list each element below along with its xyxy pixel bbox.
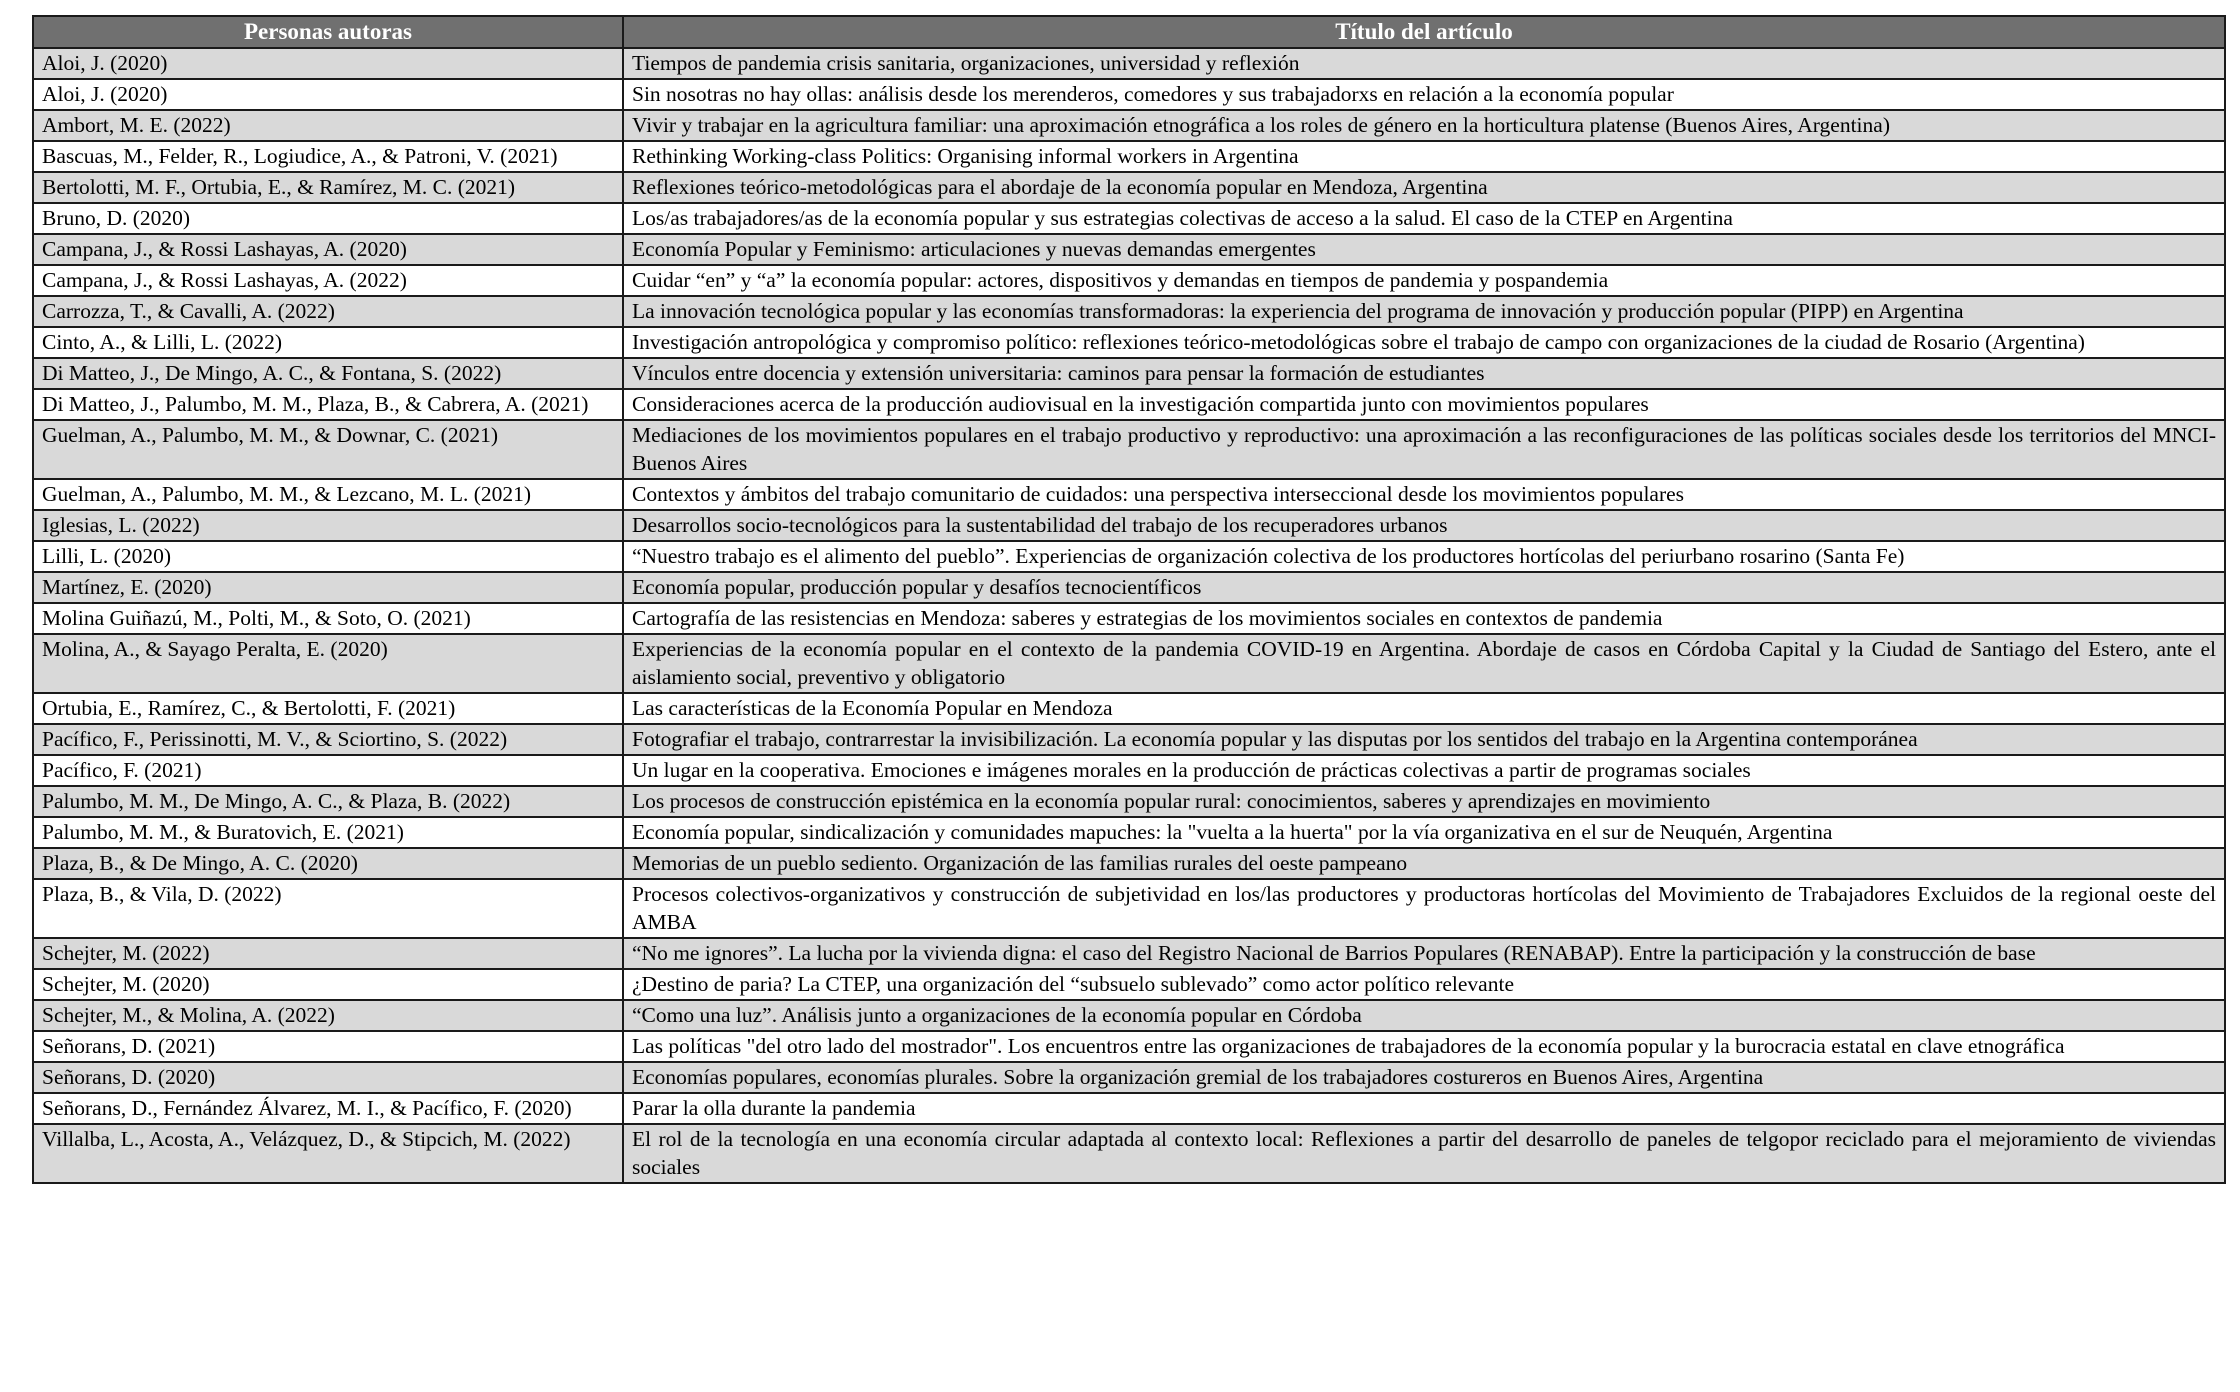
article-title-cell: Las políticas "del otro lado del mostrador". Los encuentros entre las organizaciones de trabajadores de la economía popular y la burocracia estatal en clave etnográfica	[623, 1031, 2225, 1062]
article-title-cell: Vínculos entre docencia y extensión universitaria: caminos para pensar la formación de estudiantes	[623, 358, 2225, 389]
article-title-cell: Rethinking Working-class Politics: Organising informal workers in Argentina	[623, 141, 2225, 172]
authors-cell: Ortubia, E., Ramírez, C., & Bertolotti, F. (2021)	[33, 693, 623, 724]
authors-cell: Aloi, J. (2020)	[33, 48, 623, 79]
article-title-cell: “Como una luz”. Análisis junto a organizaciones de la economía popular en Córdoba	[623, 1000, 2225, 1031]
article-title-cell: Sin nosotras no hay ollas: análisis desde los merenderos, comedores y sus trabajadorxs en relación a la economía popular	[623, 79, 2225, 110]
article-title-cell: ¿Destino de paria? La CTEP, una organización del “subsuelo sublevado” como actor político relevante	[623, 969, 2225, 1000]
authors-cell: Lilli, L. (2020)	[33, 541, 623, 572]
authors-cell: Pacífico, F. (2021)	[33, 755, 623, 786]
table-row	[33, 327, 2225, 358]
table-row	[33, 1093, 2225, 1124]
table-row	[33, 234, 2225, 265]
article-title-cell: Vivir y trabajar en la agricultura familiar: una aproximación etnográfica a los roles de género en la horticultura platense (Buenos Aires, Argentina)	[623, 110, 2225, 141]
authors-cell: Molina, A., & Sayago Peralta, E. (2020)	[33, 634, 623, 693]
article-title-cell: Economía Popular y Feminismo: articulaciones y nuevas demandas emergentes	[623, 234, 2225, 265]
table-row	[33, 634, 2225, 693]
article-title-cell: Consideraciones acerca de la producción audiovisual en la investigación compartida junto con movimientos populares	[623, 389, 2225, 420]
authors-cell: Bertolotti, M. F., Ortubia, E., & Ramírez, M. C. (2021)	[33, 172, 623, 203]
article-title-cell: Cartografía de las resistencias en Mendoza: saberes y estrategias de los movimientos sociales en contextos de pandemia	[623, 603, 2225, 634]
article-title-cell: Economía popular, producción popular y desafíos tecnocientíficos	[623, 572, 2225, 603]
authors-cell: Schejter, M. (2020)	[33, 969, 623, 1000]
table-body	[33, 48, 2225, 1183]
table-row	[33, 786, 2225, 817]
table-row	[33, 603, 2225, 634]
article-title-cell: Parar la olla durante la pandemia	[623, 1093, 2225, 1124]
table-row	[33, 358, 2225, 389]
authors-cell: Di Matteo, J., De Mingo, A. C., & Fontana, S. (2022)	[33, 358, 623, 389]
authors-cell: Señorans, D. (2020)	[33, 1062, 623, 1093]
table-row	[33, 693, 2225, 724]
article-title-cell: Los procesos de construcción epistémica en la economía popular rural: conocimientos, saberes y aprendizajes en movimiento	[623, 786, 2225, 817]
table-row	[33, 1062, 2225, 1093]
authors-cell: Bascuas, M., Felder, R., Logiudice, A., & Patroni, V. (2021)	[33, 141, 623, 172]
authors-cell: Guelman, A., Palumbo, M. M., & Downar, C. (2021)	[33, 420, 623, 479]
authors-cell: Plaza, B., & Vila, D. (2022)	[33, 879, 623, 938]
article-title-cell: La innovación tecnológica popular y las economías transformadoras: la experiencia del programa de innovación y producción popular (PIPP) en Argentina	[623, 296, 2225, 327]
authors-cell: Pacífico, F., Perissinotti, M. V., & Sciortino, S. (2022)	[33, 724, 623, 755]
authors-cell: Carrozza, T., & Cavalli, A. (2022)	[33, 296, 623, 327]
table-row	[33, 265, 2225, 296]
table-row	[33, 755, 2225, 786]
article-title-cell: Procesos colectivos-organizativos y construcción de subjetividad en los/las productores y productoras hortícolas del Movimiento de Trabajadores Excluidos de la regional oeste del AMBA	[623, 879, 2225, 938]
authors-cell: Señorans, D. (2021)	[33, 1031, 623, 1062]
article-title-cell: Fotografiar el trabajo, contrarrestar la invisibilización. La economía popular y las disputas por los sentidos del trabajo en la Argentina contemporánea	[623, 724, 2225, 755]
article-title-cell: Los/as trabajadores/as de la economía popular y sus estrategias colectivas de acceso a la salud. El caso de la CTEP en Argentina	[623, 203, 2225, 234]
article-title-cell: Investigación antropológica y compromiso político: reflexiones teórico-metodológicas sobre el trabajo de campo con organizaciones de la ciudad de Rosario (Argentina)	[623, 327, 2225, 358]
article-title-cell: Tiempos de pandemia crisis sanitaria, organizaciones, universidad y reflexión	[623, 48, 2225, 79]
table-row	[33, 110, 2225, 141]
authors-cell: Campana, J., & Rossi Lashayas, A. (2020)	[33, 234, 623, 265]
table-row	[33, 1000, 2225, 1031]
authors-cell: Campana, J., & Rossi Lashayas, A. (2022)	[33, 265, 623, 296]
title-column-header: Título del artículo	[623, 16, 2225, 48]
authors-cell: Señorans, D., Fernández Álvarez, M. I., & Pacífico, F. (2020)	[33, 1093, 623, 1124]
authors-cell: Guelman, A., Palumbo, M. M., & Lezcano, M. L. (2021)	[33, 479, 623, 510]
authors-cell: Plaza, B., & De Mingo, A. C. (2020)	[33, 848, 623, 879]
authors-cell: Schejter, M., & Molina, A. (2022)	[33, 1000, 623, 1031]
table-row	[33, 203, 2225, 234]
article-title-cell: Las características de la Economía Popular en Mendoza	[623, 693, 2225, 724]
table-row	[33, 879, 2225, 938]
article-title-cell: Contextos y ámbitos del trabajo comunitario de cuidados: una perspectiva interseccional desde los movimientos populares	[623, 479, 2225, 510]
table-row	[33, 141, 2225, 172]
authors-cell: Palumbo, M. M., De Mingo, A. C., & Plaza, B. (2022)	[33, 786, 623, 817]
authors-column-header: Personas autoras	[33, 16, 623, 48]
authors-cell: Bruno, D. (2020)	[33, 203, 623, 234]
table-row	[33, 420, 2225, 479]
authors-cell: Ambort, M. E. (2022)	[33, 110, 623, 141]
authors-cell: Di Matteo, J., Palumbo, M. M., Plaza, B., & Cabrera, A. (2021)	[33, 389, 623, 420]
article-title-cell: “Nuestro trabajo es el alimento del pueblo”. Experiencias de organización colectiva de los productores hortícolas del periurbano rosarino (Santa Fe)	[623, 541, 2225, 572]
article-title-cell: Un lugar en la cooperativa. Emociones e imágenes morales en la producción de prácticas colectivas a partir de programas sociales	[623, 755, 2225, 786]
table-row	[33, 541, 2225, 572]
table-row	[33, 817, 2225, 848]
references-table	[32, 15, 2226, 1184]
table-row	[33, 389, 2225, 420]
table-row	[33, 969, 2225, 1000]
table-row	[33, 172, 2225, 203]
article-title-cell: Memorias de un pueblo sediento. Organización de las familias rurales del oeste pampeano	[623, 848, 2225, 879]
table-row	[33, 848, 2225, 879]
table-row	[33, 572, 2225, 603]
authors-cell: Villalba, L., Acosta, A., Velázquez, D., & Stipcich, M. (2022)	[33, 1124, 623, 1183]
article-title-cell: Mediaciones de los movimientos populares en el trabajo productivo y reproductivo: una aproximación a las reconfiguraciones de las políticas sociales desde los territorios del MNCI-Buenos Aires	[623, 420, 2225, 479]
authors-cell: Palumbo, M. M., & Buratovich, E. (2021)	[33, 817, 623, 848]
table-row	[33, 724, 2225, 755]
header-row	[33, 16, 2225, 48]
table-row	[33, 48, 2225, 79]
authors-cell: Schejter, M. (2022)	[33, 938, 623, 969]
article-title-cell: Experiencias de la economía popular en el contexto de la pandemia COVID-19 en Argentina. Abordaje de casos en Córdoba Capital y la Ciudad de Santiago del Estero, ante el aislamiento social, preventivo y obligatorio	[623, 634, 2225, 693]
table-header	[33, 16, 2225, 48]
authors-cell: Martínez, E. (2020)	[33, 572, 623, 603]
article-title-cell: Desarrollos socio-tecnológicos para la sustentabilidad del trabajo de los recuperadores urbanos	[623, 510, 2225, 541]
article-title-cell: El rol de la tecnología en una economía circular adaptada al contexto local: Reflexiones a partir del desarrollo de paneles de telgopor reciclado para el mejoramiento de viviendas sociales	[623, 1124, 2225, 1183]
article-title-cell: Reflexiones teórico-metodológicas para el abordaje de la economía popular en Mendoza, Argentina	[623, 172, 2225, 203]
table-row	[33, 510, 2225, 541]
article-title-cell: Economía popular, sindicalización y comunidades mapuches: la "vuelta a la huerta" por la vía organizativa en el sur de Neuquén, Argentina	[623, 817, 2225, 848]
table-row	[33, 1124, 2225, 1183]
article-title-cell: Cuidar “en” y “a” la economía popular: actores, dispositivos y demandas en tiempos de pandemia y pospandemia	[623, 265, 2225, 296]
article-title-cell: “No me ignores”. La lucha por la vivienda digna: el caso del Registro Nacional de Barrios Populares (RENABAP). Entre la participación y la construcción de base	[623, 938, 2225, 969]
authors-cell: Iglesias, L. (2022)	[33, 510, 623, 541]
table-row	[33, 296, 2225, 327]
table-row	[33, 79, 2225, 110]
table-row	[33, 479, 2225, 510]
authors-cell: Molina Guiñazú, M., Polti, M., & Soto, O. (2021)	[33, 603, 623, 634]
authors-cell: Cinto, A., & Lilli, L. (2022)	[33, 327, 623, 358]
authors-cell: Aloi, J. (2020)	[33, 79, 623, 110]
table-row	[33, 1031, 2225, 1062]
table-row	[33, 938, 2225, 969]
article-title-cell: Economías populares, economías plurales. Sobre la organización gremial de los trabajadores costureros en Buenos Aires, Argentina	[623, 1062, 2225, 1093]
